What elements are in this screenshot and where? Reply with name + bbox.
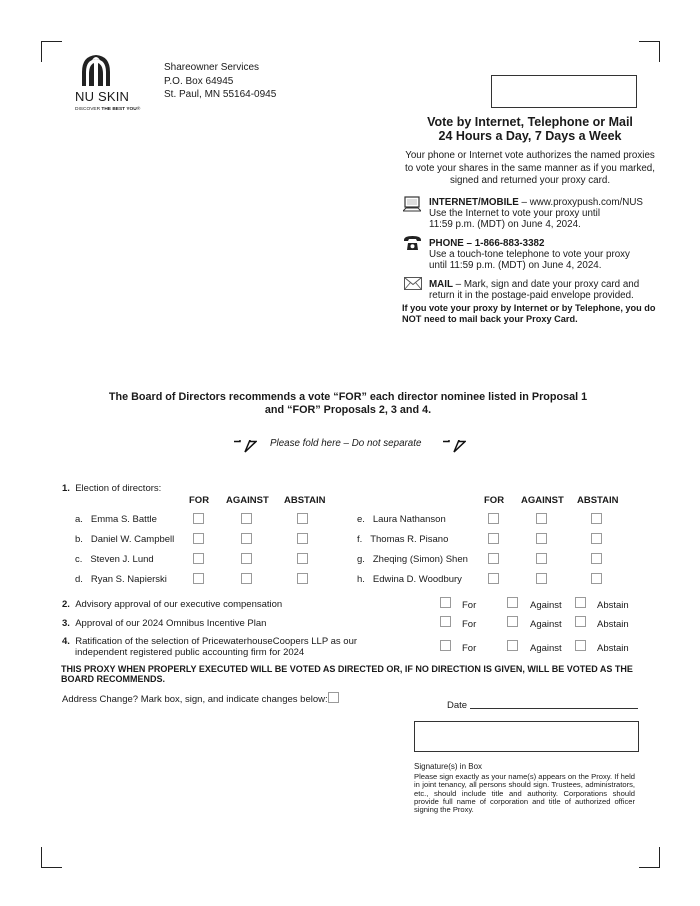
- checkbox-d-against[interactable]: [241, 573, 252, 584]
- checkbox-2-for[interactable]: [440, 597, 451, 608]
- nominee-a: a. Emma S. Battle: [75, 514, 157, 525]
- mail-label: MAIL: [429, 279, 453, 290]
- signature-instructions: Please sign exactly as your name(s) appears on the Proxy. If held in joint tenancy, all persons should sign. Trustees, administrators, etc., should include title and authority. Corporations should provide full name of corporation and title of authorized officer signing the Proxy.: [414, 772, 635, 815]
- header-against-right: AGAINST: [521, 495, 564, 506]
- address-line-2: P.O. Box 64945: [164, 75, 234, 87]
- logo-tagline: DISCOVER THE BEST YOU®: [75, 107, 141, 112]
- telephone-icon: [403, 235, 422, 251]
- checkbox-b-for[interactable]: [193, 533, 204, 544]
- board-line-1: The Board of Directors recommends a vote “FOR” each director nominee listed in Proposal 1: [108, 391, 588, 403]
- fold-arrow-left-icon: [233, 440, 257, 453]
- internet-line-2: 11:59 p.m. (MDT) on June 4, 2024.: [429, 219, 581, 230]
- envelope-icon: [404, 277, 422, 290]
- address-change-checkbox[interactable]: [328, 692, 339, 703]
- checkbox-b-against[interactable]: [241, 533, 252, 544]
- nominee-h: h. Edwina D. Woodbury: [357, 574, 462, 585]
- header-for-left: FOR: [189, 495, 210, 506]
- computer-icon: [403, 196, 421, 212]
- vote-title: [400, 115, 660, 143]
- checkbox-4-against[interactable]: [507, 640, 518, 651]
- checkbox-4-for[interactable]: [440, 640, 451, 651]
- board-line-2: and “FOR” Proposals 2, 3 and 4.: [264, 404, 432, 416]
- proposal-1-heading: [62, 483, 161, 494]
- phone-method: [429, 238, 630, 271]
- checkbox-f-for[interactable]: [488, 533, 499, 544]
- checkbox-3-abstain[interactable]: [575, 616, 586, 627]
- internet-method: [429, 197, 643, 230]
- mail-note: If you vote your proxy by Internet or by Telephone, you do NOT need to mail back your Proxy Card.: [402, 303, 656, 324]
- address-change-label: Address Change? Mark box, sign, and indicate changes below:: [62, 694, 328, 705]
- checkbox-2-abstain[interactable]: [575, 597, 586, 608]
- checkbox-3-against[interactable]: [507, 616, 518, 627]
- checkbox-a-for[interactable]: [193, 513, 204, 524]
- checkbox-f-against[interactable]: [536, 533, 547, 544]
- date-label: Date: [447, 700, 468, 711]
- checkbox-g-against[interactable]: [536, 553, 547, 564]
- internet-label: INTERNET/MOBILE: [429, 197, 519, 208]
- label-2-for: For: [462, 600, 477, 611]
- header-against-left: AGAINST: [226, 495, 269, 506]
- checkbox-g-for[interactable]: [488, 553, 499, 564]
- proposal-2: 2. Advisory approval of our executive compensation: [62, 599, 283, 610]
- mail-method: [429, 279, 639, 301]
- nominee-g: g. Zheqing (Simon) Shen: [357, 554, 468, 565]
- crop-mark-bottom-right: [639, 847, 660, 868]
- vote-title-line-1: Vote by Internet, Telephone or Mail: [427, 115, 633, 129]
- label-4-abstain: Abstain: [597, 643, 629, 654]
- mail-line-1: – Mark, sign and date your proxy card and: [452, 279, 640, 290]
- proposal-1-number: 1.: [62, 483, 70, 494]
- proxy-notice: THIS PROXY WHEN PROPERLY EXECUTED WILL BE VOTED AS DIRECTED OR, IF NO DIRECTION IS GIVEN, WILL BE VOTED AS THE BOARD RECOMMENDS.: [61, 664, 633, 684]
- proposal-1-title: Election of directors:: [75, 483, 162, 494]
- nominee-b: b. Daniel W. Campbell: [75, 534, 175, 545]
- crop-mark-bottom-left: [41, 847, 62, 868]
- checkbox-g-abstain[interactable]: [591, 553, 602, 564]
- checkbox-b-abstain[interactable]: [297, 533, 308, 544]
- label-3-abstain: Abstain: [597, 619, 629, 630]
- nominee-d: d. Ryan S. Napierski: [75, 574, 167, 585]
- checkbox-a-against[interactable]: [241, 513, 252, 524]
- checkbox-2-against[interactable]: [507, 597, 518, 608]
- phone-label: PHONE – 1-866-883-3382: [429, 238, 545, 249]
- address-line-3: St. Paul, MN 55164-0945: [164, 89, 277, 100]
- signature-label: Signature(s) in Box: [414, 762, 483, 771]
- crop-mark-top-right: [639, 41, 660, 62]
- board-recommendation: [70, 391, 626, 417]
- internet-line-1: Use the Internet to vote your proxy until: [429, 208, 600, 219]
- vote-title-line-2: 24 Hours a Day, 7 Days a Week: [438, 129, 622, 143]
- nominee-f: f. Thomas R. Pisano: [357, 534, 449, 545]
- phone-line-2: until 11:59 p.m. (MDT) on June 4, 2024.: [429, 260, 602, 271]
- checkbox-c-for[interactable]: [193, 553, 204, 564]
- nominee-e: e. Laura Nathanson: [357, 514, 446, 525]
- header-for-right: FOR: [484, 495, 505, 506]
- date-line[interactable]: [470, 708, 638, 709]
- nu-skin-logo-mark-icon: [76, 52, 116, 88]
- return-address: [164, 61, 276, 102]
- checkbox-3-for[interactable]: [440, 616, 451, 627]
- checkbox-h-for[interactable]: [488, 573, 499, 584]
- label-3-for: For: [462, 619, 477, 630]
- label-2-against: Against: [530, 600, 562, 611]
- checkbox-4-abstain[interactable]: [575, 640, 586, 651]
- address-line-1: Shareowner Services: [164, 62, 260, 73]
- control-number-box: [491, 75, 637, 108]
- label-4-for: For: [462, 643, 477, 654]
- crop-mark-top-left: [41, 41, 62, 62]
- checkbox-d-abstain[interactable]: [297, 573, 308, 584]
- checkbox-e-against[interactable]: [536, 513, 547, 524]
- checkbox-a-abstain[interactable]: [297, 513, 308, 524]
- checkbox-d-for[interactable]: [193, 573, 204, 584]
- nominee-c: c. Steven J. Lund: [75, 554, 154, 565]
- fold-instruction: Please fold here – Do not separate: [270, 438, 422, 449]
- label-2-abstain: Abstain: [597, 600, 629, 611]
- proposal-3: 3. Approval of our 2024 Omnibus Incentive Plan: [62, 618, 267, 629]
- label-3-against: Against: [530, 619, 562, 630]
- label-4-against: Against: [530, 643, 562, 654]
- header-abstain-right: ABSTAIN: [577, 495, 619, 506]
- vote-intro: Your phone or Internet vote authorizes the named proxies to vote your shares in the same manner as if you marked, signed and returned your proxy card.: [405, 150, 655, 186]
- checkbox-h-against[interactable]: [536, 573, 547, 584]
- header-abstain-left: ABSTAIN: [284, 495, 326, 506]
- internet-url[interactable]: – www.proxypush.com/NUS: [518, 197, 643, 208]
- fold-arrow-right-icon: [442, 440, 466, 453]
- logo-brand: NU SKIN: [75, 89, 130, 104]
- phone-line-1: Use a touch-tone telephone to vote your proxy: [429, 249, 630, 260]
- nu-skin-logo: [73, 52, 155, 114]
- checkbox-h-abstain[interactable]: [591, 573, 602, 584]
- signature-box[interactable]: [414, 721, 639, 752]
- checkbox-e-abstain[interactable]: [591, 513, 602, 524]
- proposal-4: 4. Ratification of the selection of PricewaterhouseCoopers LLP as our independent registered public accounting firm for 2024: [62, 636, 358, 658]
- checkbox-c-abstain[interactable]: [297, 553, 308, 564]
- mail-line-2: return it in the postage-paid envelope provided.: [429, 290, 634, 301]
- checkbox-c-against[interactable]: [241, 553, 252, 564]
- checkbox-e-for[interactable]: [488, 513, 499, 524]
- checkbox-f-abstain[interactable]: [591, 533, 602, 544]
